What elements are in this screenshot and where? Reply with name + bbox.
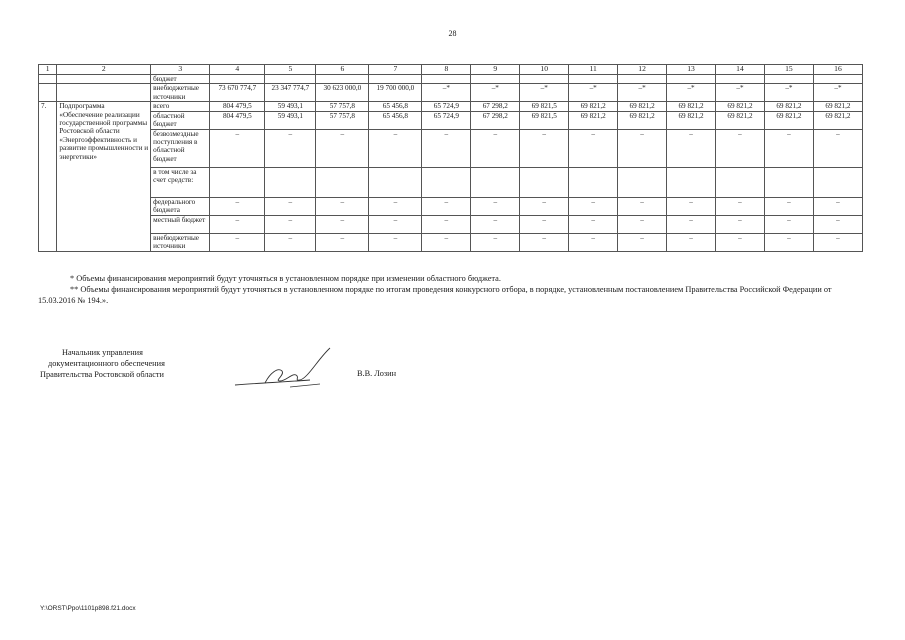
value-cell: –: [210, 233, 265, 251]
value-cell: 57 757,8: [316, 102, 369, 111]
value-cell: –: [520, 197, 569, 215]
value-cell: –: [316, 215, 369, 233]
footnote-1: * Объемы финансирования мероприятий будут уточняться в установленном порядке при изменении областного бюджета.: [70, 274, 501, 283]
value-cell: [369, 75, 422, 84]
value-cell: –*: [569, 84, 618, 102]
value-cell: –*: [813, 84, 862, 102]
signatory-name: В.В. Лозин: [357, 369, 397, 378]
value-cell: –: [667, 129, 716, 167]
value-cell: –: [471, 215, 520, 233]
signatory-title: [40, 347, 165, 380]
value-cell: 69 821,2: [764, 111, 813, 129]
value-cell: –: [813, 197, 862, 215]
column-header: 9: [471, 65, 520, 75]
value-cell: –*: [716, 84, 765, 102]
signatory-title-line: документационного обеспечения: [48, 359, 165, 368]
value-cell: –: [265, 197, 316, 215]
funding-source-cell: федерального бюджета: [151, 197, 210, 215]
value-cell: [520, 167, 569, 197]
value-cell: 67 298,2: [471, 111, 520, 129]
column-header: 11: [569, 65, 618, 75]
table-row: [39, 111, 863, 129]
value-cell: –: [471, 233, 520, 251]
column-header: 14: [716, 65, 765, 75]
value-cell: –*: [422, 84, 471, 102]
value-cell: 65 456,8: [369, 111, 422, 129]
funding-source-cell: внебюджетные источники: [151, 233, 210, 251]
value-cell: –: [520, 129, 569, 167]
value-cell: 65 724,9: [422, 102, 471, 111]
value-cell: –: [422, 233, 471, 251]
funding-source-cell: областной бюджет: [151, 111, 210, 129]
value-cell: 69 821,2: [618, 102, 667, 111]
value-cell: [667, 75, 716, 84]
value-cell: [764, 75, 813, 84]
value-cell: –: [471, 129, 520, 167]
column-header: 3: [151, 65, 210, 75]
value-cell: –: [265, 215, 316, 233]
value-cell: 69 821,2: [764, 102, 813, 111]
value-cell: [210, 167, 265, 197]
footnote-2: ** Объемы финансирования мероприятий будут уточняться в установленном порядке по итогам проведения конкурсного отбора, в порядке, установленным постановлением Правительства Российской Федерации от 15.03.2016 № 194.».: [38, 285, 832, 305]
file-path: Y:\ORST\Ppo\1101p898.f21.docx: [40, 605, 136, 612]
value-cell: [369, 167, 422, 197]
value-cell: –: [764, 197, 813, 215]
value-cell: [265, 75, 316, 84]
value-cell: 59 493,1: [265, 111, 316, 129]
funding-source-cell: в том числе за счет средств:: [151, 167, 210, 197]
value-cell: 69 821,2: [716, 111, 765, 129]
value-cell: 65 724,9: [422, 111, 471, 129]
value-cell: 69 821,5: [520, 111, 569, 129]
value-cell: [471, 75, 520, 84]
column-header: 13: [667, 65, 716, 75]
column-header: 4: [210, 65, 265, 75]
value-cell: [316, 75, 369, 84]
row-number-cell: [39, 75, 57, 84]
value-cell: –: [618, 129, 667, 167]
value-cell: –: [716, 197, 765, 215]
value-cell: 69 821,2: [716, 102, 765, 111]
row-number-cell: 7.: [39, 102, 57, 251]
column-header: 6: [316, 65, 369, 75]
value-cell: 23 347 774,7: [265, 84, 316, 102]
column-header: 1: [39, 65, 57, 75]
value-cell: –: [618, 233, 667, 251]
value-cell: [716, 167, 765, 197]
table-header-row: [39, 65, 863, 75]
value-cell: –: [716, 215, 765, 233]
value-cell: –: [520, 233, 569, 251]
funding-source-cell: местный бюджет: [151, 215, 210, 233]
value-cell: –*: [618, 84, 667, 102]
value-cell: –: [764, 129, 813, 167]
value-cell: [667, 167, 716, 197]
value-cell: –: [316, 129, 369, 167]
value-cell: 804 479,5: [210, 102, 265, 111]
column-header: 16: [813, 65, 862, 75]
table-row: [39, 167, 863, 197]
signatory-title-line: Начальник управления: [62, 348, 143, 357]
value-cell: 69 821,2: [569, 111, 618, 129]
value-cell: [618, 167, 667, 197]
table-row: [39, 129, 863, 167]
value-cell: –: [813, 215, 862, 233]
table-row: [39, 84, 863, 102]
column-header: 10: [520, 65, 569, 75]
value-cell: [316, 167, 369, 197]
value-cell: –: [716, 129, 765, 167]
value-cell: –*: [667, 84, 716, 102]
value-cell: 69 821,2: [813, 102, 862, 111]
value-cell: 30 623 000,0: [316, 84, 369, 102]
value-cell: [569, 167, 618, 197]
value-cell: –: [265, 129, 316, 167]
value-cell: 69 821,2: [667, 111, 716, 129]
value-cell: [569, 75, 618, 84]
funding-source-cell: безвозмездные поступления в областной бюджет: [151, 129, 210, 167]
value-cell: –: [369, 129, 422, 167]
value-cell: –: [422, 215, 471, 233]
value-cell: –: [813, 129, 862, 167]
value-cell: –: [667, 233, 716, 251]
value-cell: 69 821,5: [520, 102, 569, 111]
value-cell: –*: [764, 84, 813, 102]
value-cell: –: [764, 233, 813, 251]
value-cell: 73 670 774,7: [210, 84, 265, 102]
table-row: [39, 233, 863, 251]
value-cell: –: [618, 215, 667, 233]
value-cell: –: [569, 197, 618, 215]
value-cell: [764, 167, 813, 197]
value-cell: –: [422, 129, 471, 167]
value-cell: 19 700 000,0: [369, 84, 422, 102]
value-cell: –: [716, 233, 765, 251]
table-row: [39, 215, 863, 233]
value-cell: –: [813, 233, 862, 251]
row-name-cell: [57, 75, 151, 84]
value-cell: [422, 167, 471, 197]
value-cell: –: [210, 197, 265, 215]
value-cell: –: [520, 215, 569, 233]
value-cell: –: [667, 215, 716, 233]
funding-source-cell: всего: [151, 102, 210, 111]
value-cell: 57 757,8: [316, 111, 369, 129]
value-cell: [422, 75, 471, 84]
subprogram-name-cell: Подпрограмма «Обеспечение реализации государственной программы Ростовской области «Энергоэффективность и развитие промышленности и энергетики»: [57, 102, 151, 251]
value-cell: –: [569, 129, 618, 167]
column-header: 8: [422, 65, 471, 75]
value-cell: –*: [520, 84, 569, 102]
value-cell: –*: [471, 84, 520, 102]
row-name-cell: [57, 84, 151, 102]
column-header: 7: [369, 65, 422, 75]
value-cell: [813, 75, 862, 84]
value-cell: –: [422, 197, 471, 215]
value-cell: [265, 167, 316, 197]
value-cell: –: [471, 197, 520, 215]
value-cell: [520, 75, 569, 84]
table-row: [39, 102, 863, 111]
value-cell: –: [569, 215, 618, 233]
value-cell: –: [369, 233, 422, 251]
funding-source-cell: внебюджетные источники: [151, 84, 210, 102]
value-cell: [618, 75, 667, 84]
value-cell: –: [316, 197, 369, 215]
value-cell: –: [210, 215, 265, 233]
value-cell: [813, 167, 862, 197]
signatory-title-line: Правительства Ростовской области: [40, 370, 164, 379]
value-cell: –: [569, 233, 618, 251]
value-cell: 804 479,5: [210, 111, 265, 129]
value-cell: 59 493,1: [265, 102, 316, 111]
financing-table: [38, 64, 863, 252]
value-cell: 67 298,2: [471, 102, 520, 111]
handwritten-signature: [230, 345, 340, 395]
value-cell: 69 821,2: [813, 111, 862, 129]
column-header: 5: [265, 65, 316, 75]
value-cell: 69 821,2: [618, 111, 667, 129]
value-cell: –: [265, 233, 316, 251]
value-cell: [716, 75, 765, 84]
value-cell: 65 456,8: [369, 102, 422, 111]
value-cell: –: [316, 233, 369, 251]
page-number: 28: [448, 29, 457, 38]
value-cell: –: [210, 129, 265, 167]
table-row: [39, 197, 863, 215]
column-header: 2: [57, 65, 151, 75]
column-header: 12: [618, 65, 667, 75]
value-cell: –: [764, 215, 813, 233]
value-cell: –: [667, 197, 716, 215]
value-cell: [210, 75, 265, 84]
funding-source-cell: бюджет: [151, 75, 210, 84]
column-header: 15: [764, 65, 813, 75]
value-cell: 69 821,2: [667, 102, 716, 111]
value-cell: –: [618, 197, 667, 215]
table-row: [39, 75, 863, 84]
row-number-cell: [39, 84, 57, 102]
value-cell: 69 821,2: [569, 102, 618, 111]
value-cell: –: [369, 215, 422, 233]
footnotes: [38, 273, 868, 306]
value-cell: –: [369, 197, 422, 215]
value-cell: [471, 167, 520, 197]
